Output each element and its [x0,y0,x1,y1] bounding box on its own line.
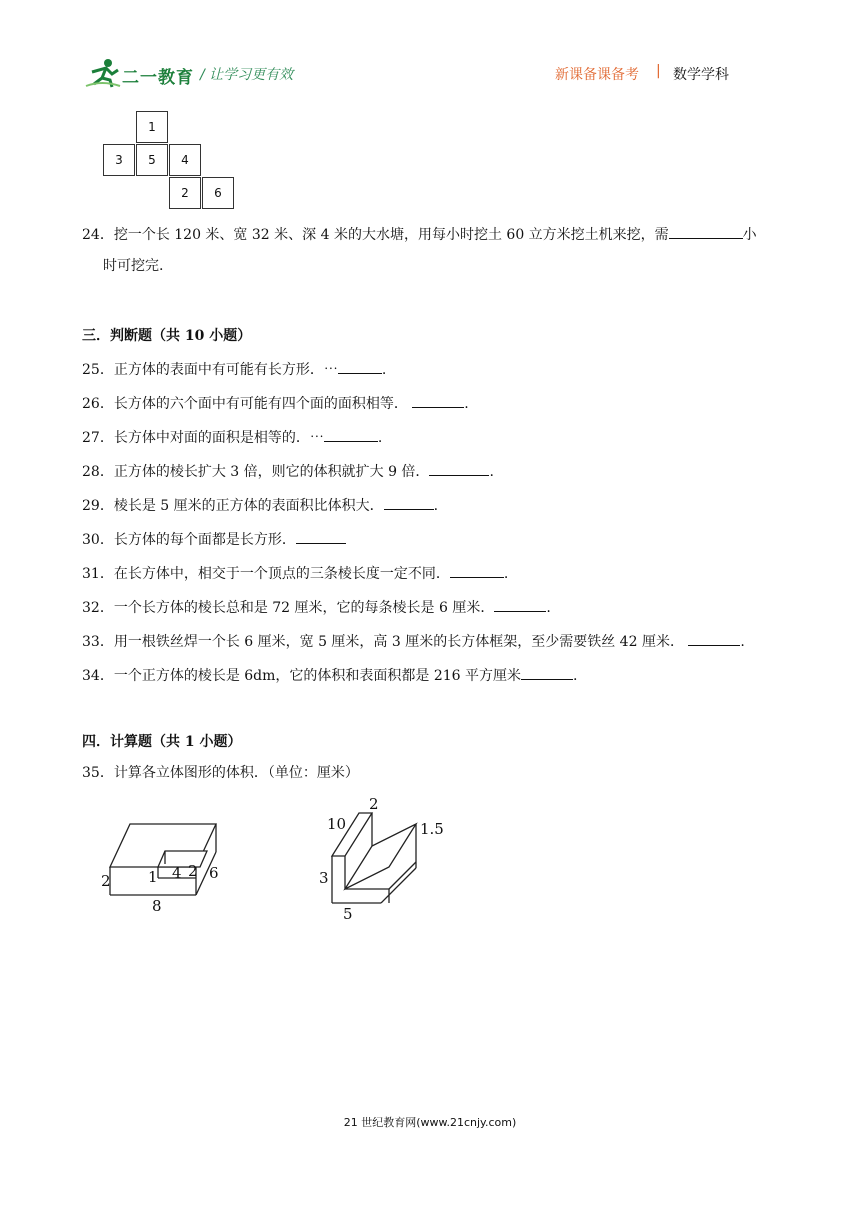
fig2-label-top-width: 2 [369,795,379,813]
net-cell: 2 [169,177,201,209]
question-24-text: 24．挖一个长 120 米、宽 32 米、深 4 米的大水塘，用每小时挖土 60 立方米挖土机来挖，需 [82,227,669,243]
question-end-punct: . [489,464,494,480]
net-cell: 4 [169,144,201,176]
fig2-label-depth: 5 [343,905,353,923]
net-cell: 1 [136,111,168,143]
header-slogan: / 让学习更有效 [200,67,294,83]
header-series: 新课备课备考 [555,67,639,83]
question-31 [82,563,508,583]
question-end-punct: . [464,396,469,412]
question-text: 34．一个正方体的棱长是 6dm，它的体积和表面积都是 216 平方厘米 [82,668,522,684]
question-27 [82,427,382,447]
question-text: 33．用一根铁丝焊一个长 6 厘米，宽 5 厘米，高 3 厘米的长方体框架，至少需要铁丝 42 厘米． [82,634,689,650]
question-24-unit: 小 [742,227,757,243]
question-text: 28．正方体的棱长扩大 3 倍，则它的体积就扩大 9 倍． [82,464,430,480]
question-end-punct: . [740,634,745,650]
figure-2-drawing [315,793,465,923]
question-35: 35．计算各立体图形的体积．（单位：厘米） [82,765,359,781]
question-text: 31．在长方体中，相交于一个顶点的三条棱长度一定不同． [82,566,450,582]
answer-blank[interactable] [384,495,434,510]
figure-2-step-block [315,793,465,923]
question-end-punct: . [546,600,551,616]
fig1-label-height: 2 [101,872,111,890]
question-32 [82,597,551,617]
fig1-label-width: 6 [209,864,219,882]
question-33 [82,631,745,651]
net-cell: 6 [202,177,234,209]
fig2-label-step-height: 1.5 [420,820,444,838]
answer-blank[interactable] [296,529,346,544]
fig1-label-notch-length: 4 [172,864,182,882]
question-29 [82,495,438,515]
answer-blank[interactable] [450,563,504,578]
fig1-label-notch-width: 2 [188,862,198,880]
question-end-punct: . [381,362,387,378]
question-text: 26．长方体的六个面中有可能有四个面的面积相等． [82,396,413,412]
answer-blank[interactable] [412,393,464,408]
answer-blank[interactable] [494,597,546,612]
question-end-punct: . [433,498,439,514]
fig2-label-height: 3 [319,869,329,887]
question-24-text-cont: 时可挖完. [103,258,164,274]
footer-source: 21 世纪教育网(www.21cnjy.com) [343,1116,517,1129]
logo-runner-icon [84,58,122,88]
question-28 [82,461,494,481]
logo-text: 二一教育 [122,68,194,88]
answer-blank[interactable] [338,359,382,374]
question-text: 29．棱长是 5 厘米的正方体的表面积比体积大． [82,498,384,514]
figure-1-notched-cuboid [95,818,235,918]
net-cell: 5 [136,144,168,176]
header [0,0,860,100]
question-26 [82,393,469,413]
section-3-title: 三．判断题（共 10 小题） [82,328,252,344]
question-24-cont [103,257,163,275]
question-text: 27．长方体中对面的面积是相等的．⋯ [82,430,324,446]
question-text: 32．一个长方体的棱长总和是 72 厘米，它的每条棱长是 6 厘米． [82,600,495,616]
question-end-punct: . [573,668,578,684]
net-cell: 3 [103,144,135,176]
answer-blank[interactable] [521,665,573,680]
answer-blank[interactable] [688,631,740,646]
section-4-title: 四．计算题（共 1 小题） [82,734,242,750]
question-30 [82,529,346,549]
answer-blank[interactable] [429,461,489,476]
question-25 [82,359,386,379]
question-text: 30．长方体的每个面都是长方形． [82,532,296,548]
question-text: 25．正方体的表面中有可能有长方形．⋯ [82,362,338,378]
question-24 [82,224,757,244]
question-end-punct: . [377,430,383,446]
question-end-punct: . [503,566,509,582]
header-subject: 数学学科 [673,67,729,83]
answer-blank[interactable] [669,224,743,239]
question-34 [82,665,577,685]
header-divider: | [656,63,661,79]
fig1-label-notch-height: 1 [148,868,158,886]
answer-blank[interactable] [324,427,378,442]
fig1-label-length: 8 [152,897,162,915]
fig2-label-length: 10 [327,815,347,833]
